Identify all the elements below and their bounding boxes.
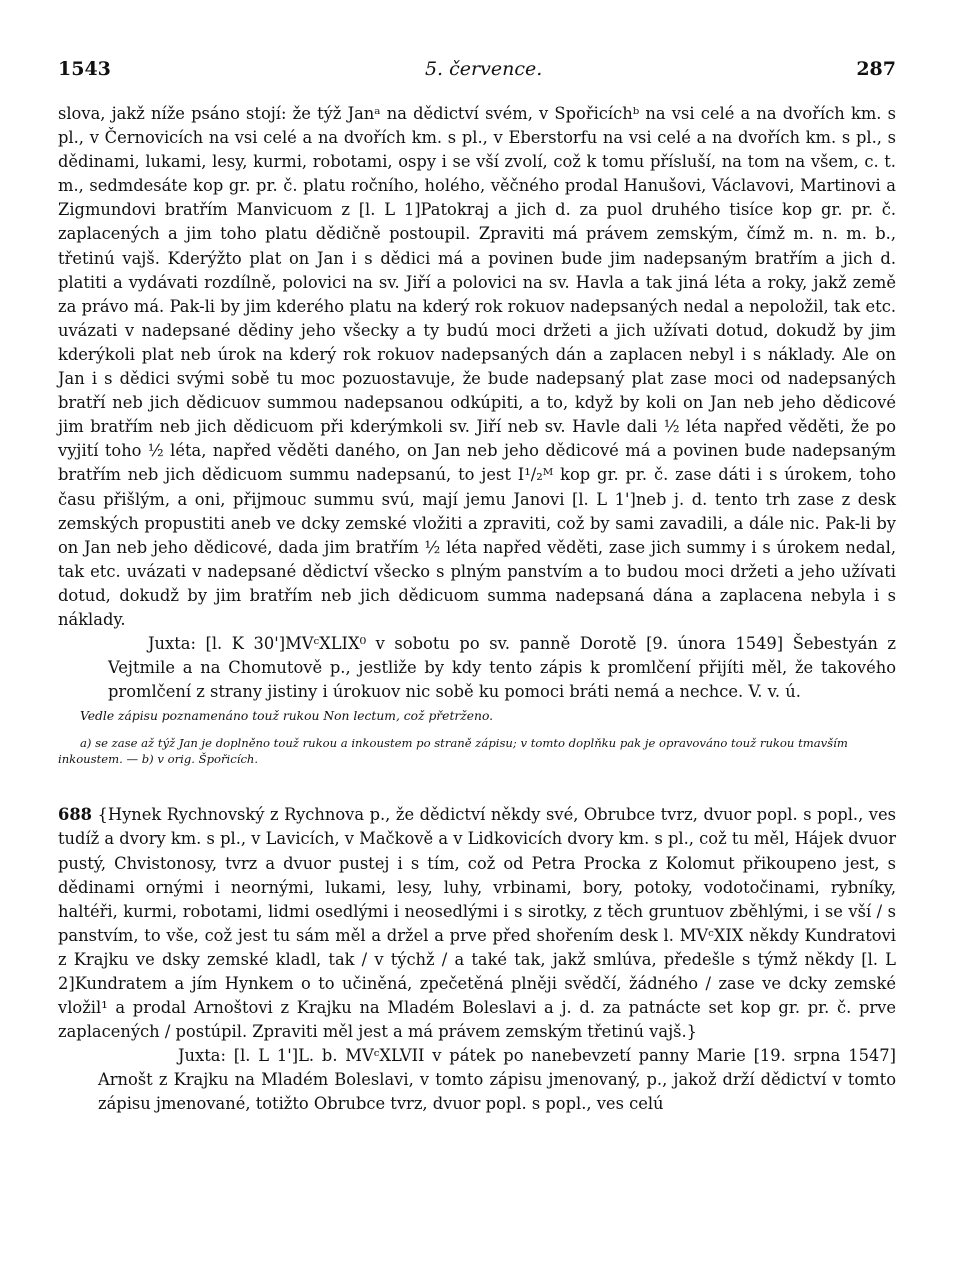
document-page — [58, 58, 896, 1117]
entry-688-juxta: Juxta: [l. L 1']L. b. MVᶜXLVII v pátek po nanebevzetí panny Marie [19. srpna 1547] Arnošt z Krajku na Mladém Boleslavi, v tomto zápisu jmenovaný, p., jakož drží dědictví v tomto zápisu jmenované, totižto Obrubce tvrz, dvuor popl. s popl., ves celú — [98, 1046, 896, 1114]
entry-688 — [58, 803, 896, 1116]
entry-688-paragraph — [58, 803, 896, 1044]
entry-687-juxta: Juxta: [l. K 30']MVᶜXLIX⁰ v sobotu po sv. panně Dorotě [9. února 1549] Šebestyán z Vejtmile a na Chomutově p., jestliže by kdy tento zápis k promlčení přijíti měl, že takového promlčení z strany jistiny i úrokuov nic sobě ku pomoci bráti nemá a nechce. V. v. ú. — [108, 634, 896, 702]
entry-687-footnotes: a) se zase až týž Jan je doplněno touž rukou a inkoustem po straně zápisu; v tomto doplňku pak je opravováno touž rukou tmavším inkoustem. — b) v orig. Špořicích. — [58, 736, 848, 767]
page-number: 287 — [856, 58, 896, 80]
entry-687-text: slova, jakž níže psáno stojí: že týž Janᵃ na dědictví svém, v Spořicíchᵇ na vsi celé a na dvořích km. s pl., v Černovicích na vsi celé a na dvořích km. s pl., v Eberstorfu na vsi celé a na dvořích km. s pl., s dědinami, lukami, lesy, kurmi, robotami, ospy i se vší zvolí, což k tomu příslušı́, na tom na všem, c. t. m., sedmdesáte kop gr. pr. č. platu ročního, holého, věčného prodal Hanušovi, Václavovi, Martinovi a Zigmundovi bratřím Manvicuom z [l. L 1]Patokraj a jich d. za puol druhého tisíce kop gr. pr. č. zaplacených a jim toho platu dědičně postoupil. Zpraviti má právem zemským, čímž m. n. m. b., třetinú vajš. Kderýžto plat on Jan i s dědici má a povinen bude jim nadepsaným bratřím a jich d. platiti a vydávati rozdílně, polovici na sv. Jiří a polovici na sv. Havla a tak jiná léta a roky, jakž země za právo má. Pak-li by jim kderého platu na kderý rok rokuov nadepsaných nedal a nepoložil, tak etc. uvázati v nadepsané dědiny jeho všecky a ty budú moci držeti a jich užívati dotud, dokudž by jim kderýkoli plat neb úrok na kderý rok rokuov nadepsaných dán a zaplacen nebyl i s náklady. Ale on Jan i s dědici svými sobě tu moc pozuostavuje, že bude nadepsaný plat zase moci od nadepsaných bratří neb jich dědicuov summou nadepsanou odkúpiti, a to, když by koli on Jan neb jeho dědicové jim bratřím neb jich dědicuom při kderýmkoli sv. Jiří neb sv. Havle dali ½ léta napřed věděti, že po vyjití toho ½ léta, napřed věděti daného, on Jan neb jeho dědicové má a povinen bude nadepsaným bratřím neb jich dědicuom summu nadepsanú, to jest I¹/₂ᴹ kop gr. pr. č. zase dáti i s úrokem, toho času přišlým, a oni, přijmouc summu svú, mají jemu Janovi [l. L 1']neb j. d. tento trh zase z desk zemských propustiti aneb ve dcky zemské vložiti a zpraviti, což by sami zavadili, a dále nic. Pak-li by on Jan neb jeho dědicové, dada jim bratřím ½ léta napřed věděti, zase jich summy i s úrokem nedal, tak etc. uvázati v nadepsané dědictví všecko s plným panstvím a to budou moci držeti a jeho užívati dotud, dokudž by jim bratřím neb jich dědicuom summa nadepsaná dána a zaplacena nebyla i s náklady. — [58, 104, 896, 629]
header-date: 5. července. — [424, 58, 543, 80]
entry-687-note: Vedle zápisu poznamenáno touž rukou Non lectum, což přetrženo. — [80, 709, 494, 724]
page-header — [58, 58, 896, 88]
header-year: 1543 — [58, 58, 111, 80]
entry-688-text: {Hynek Rychnovský z Rychnova p., že dědictví někdy své, Obrubce tvrz, dvuor popl. s popl., ves tudíž a dvory km. s pl., v Lavicích, v Mačkově a v Lidkovicích dvory km. s pl., což tu měl, Hájek dvuor pustý, Chvistonosy, tvrz a dvuor pustej i s tím, což od Petra Procka z Kolomut přikoupeno jest, s dědinami ornými i neornými, lukami, lesy, luhy, vrbinami, bory, potoky, vodotočinami, rybníky, haltéři, kurmi, robotami, lidmi osedlými i neosedlými i s sirotky, z těch gruntuov zběhlými, i se vší / s panstvím, to vše, což jest tu sám měl a držel a prve před shořením desk l. MVᶜXIX někdy Kundratovi z Krajku ve dsky zemské kladl, tak / v týchž / a také tak, jakž smlúva, předešle s týmž někdy [l. L 2]Kundratem a jím Hynkem o to učiněná, zpečetěná plněji svědčí, žádného / zase ve dcky zemské vložil¹ a prodal Arnoštovi z Krajku na Mladém Boleslavi a j. d. za patnácte set kop gr. pr. č. prve zaplacených / postúpil. Zpraviti měl jest a má právem zemským třetinú vajš.} — [58, 805, 896, 1042]
entry-688-number: 688 — [58, 805, 92, 825]
